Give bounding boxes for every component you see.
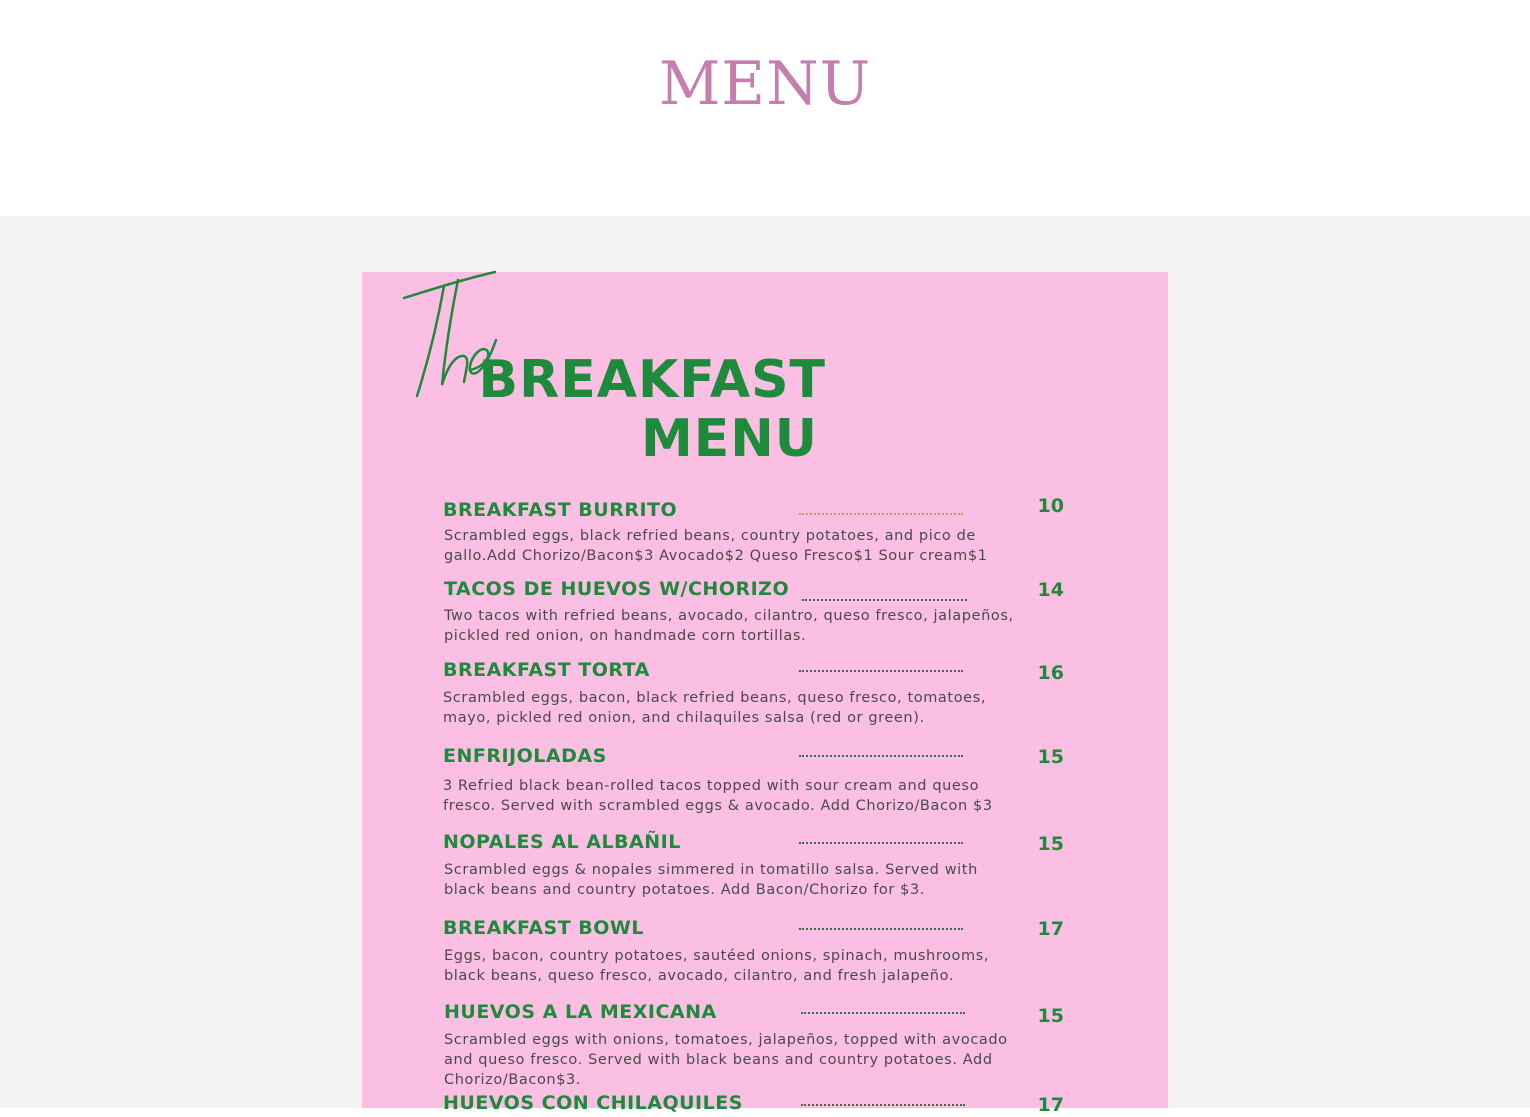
menu-item-price: 17 [1037,918,1064,940]
menu-item-leader [799,513,963,515]
page-header [0,0,1530,216]
menu-item-description: Scrambled eggs, black refried beans, country potatoes, and pico de [444,528,976,544]
menu-item-name: HUEVOS A LA MEXICANA [444,1001,717,1023]
menu-item-leader [799,755,963,757]
menu-item-name: BREAKFAST BOWL [443,917,644,939]
menu-item-leader [799,670,963,672]
menu-item-description: Scrambled eggs, bacon, black refried beans, queso fresco, tomatoes, [443,690,987,706]
menu-item-leader [802,599,967,601]
menu-item-price: 15 [1037,746,1064,768]
menu-item-price: 10 [1037,495,1064,517]
menu-item-description: Scrambled eggs with onions, tomatoes, jalapeños, topped with avocado [444,1032,1008,1048]
menu-item-name: TACOS DE HUEVOS W/CHORIZO [444,578,790,600]
menu-item-description: Two tacos with refried beans, avocado, cilantro, queso fresco, jalapeños, [444,608,1014,624]
menu-item-price: 15 [1037,833,1064,855]
menu-item-name: BREAKFAST TORTA [443,659,650,681]
menu-item-description: mayo, pickled red onion, and chilaquiles salsa (red or green). [443,710,925,726]
menu-heading-menu: MENU [640,409,818,469]
menu-item-description: black beans, queso fresco, avocado, cilantro, and fresh jalapeño. [444,968,954,984]
menu-item-description: black beans and country potatoes. Add Bacon/Chorizo for $3. [444,882,926,898]
menu-item-leader [799,842,963,844]
menu-item-description: and queso fresco. Served with black beans and country potatoes. Add [444,1052,993,1068]
menu-item-price: 15 [1037,1005,1064,1027]
menu-item-price: 17 [1037,1094,1064,1116]
menu-item-description: fresco. Served with scrambled eggs & avocado. Add Chorizo/Bacon $3 [443,798,993,814]
menu-item-price: 16 [1037,662,1064,684]
menu-item-name: NOPALES AL ALBAÑIL [443,831,681,853]
menu-item-description: Chorizo/Bacon$3. [444,1072,582,1088]
menu-item-leader [801,1012,965,1014]
menu-item-description: Scrambled eggs & nopales simmered in tomatillo salsa. Served with [444,862,978,878]
menu-item-name: HUEVOS CON CHILAQUILES [443,1092,743,1114]
menu-item-name: ENFRIJOLADAS [443,745,607,767]
menu-item-name: BREAKFAST BURRITO [443,499,678,521]
menu-item-description: Eggs, bacon, country potatoes, sautéed onions, spinach, mushrooms, [444,948,990,964]
menu-item-leader [801,1104,965,1106]
menu-item-leader [799,928,963,930]
menu-item-description: 3 Refried black bean-rolled tacos topped with sour cream and queso [443,778,980,794]
menu-item-price: 14 [1037,579,1064,601]
menu-heading-breakfast: BREAKFAST [478,350,826,410]
menu-item-description: pickled red onion, on handmade corn tortillas. [444,628,807,644]
page-title: MENU [658,49,872,119]
menu-item-description: gallo.Add Chorizo/Bacon$3 Avocado$2 Queso Fresco$1 Sour cream$1 [444,548,988,564]
